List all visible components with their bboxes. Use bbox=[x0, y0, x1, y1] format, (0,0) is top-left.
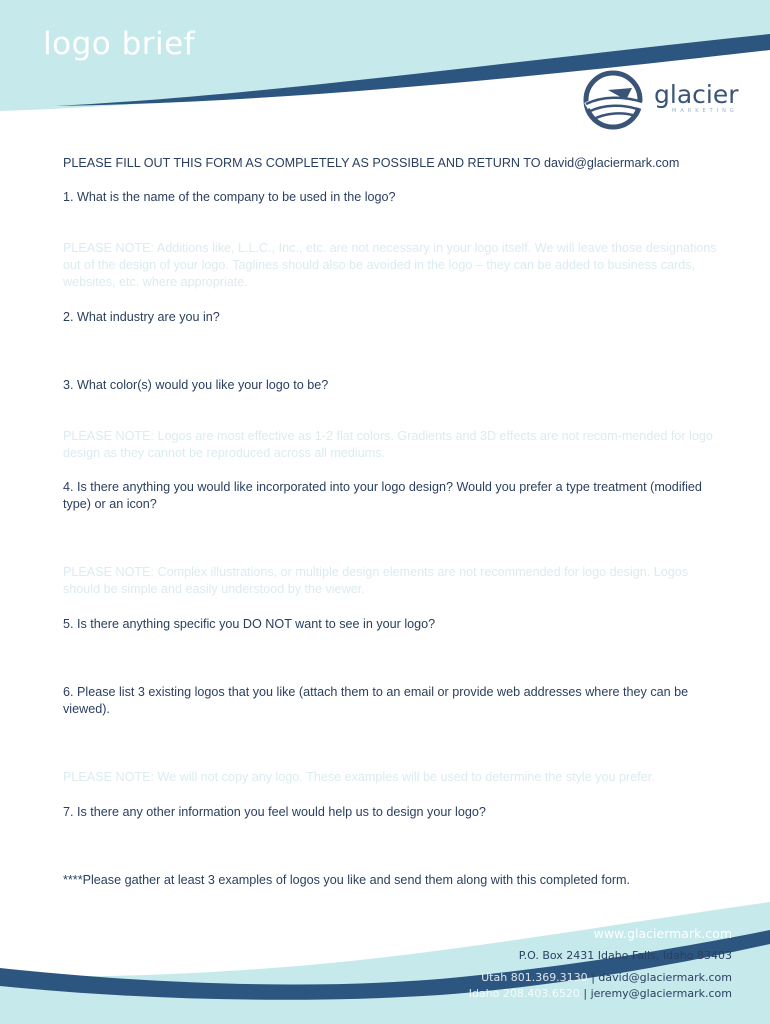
question-7: 7. Is there any other information you feel would help us to design your logo? bbox=[63, 805, 486, 819]
question-1: 1. What is the name of the company to be used in the logo? bbox=[63, 190, 396, 204]
logo-subtitle: MARKETING bbox=[672, 108, 738, 114]
footer-idaho-line bbox=[469, 987, 732, 1000]
question-3: 3. What color(s) would you like your logo to be? bbox=[63, 378, 329, 392]
question-6: 6. Please list 3 existing logos that you like (attach them to an email or provide web addresses where they can be viewed). bbox=[63, 685, 689, 716]
footer-address: P.O. Box 2431 Idaho Falls, Idaho 83403 bbox=[518, 949, 732, 962]
idaho-email[interactable]: jeremy@glaciermark.com bbox=[590, 987, 732, 1000]
page-title: logo brief bbox=[43, 26, 196, 62]
idaho-phone: Idaho 208.403.6520 bbox=[468, 987, 580, 1000]
question-4: 4. Is there anything you would like incorporated into your logo design? Would you prefer a type treatment (modified type) or an icon? bbox=[63, 480, 702, 511]
note-3: PLEASE NOTE: Logos are most effective as 1-2 flat colors. Gradients and 3D effects are not recom-mended for logo design as they cannot be reproduced across all mediums. bbox=[63, 429, 713, 460]
closing-text: ****Please gather at least 3 examples of logos you like and send them along with this completed form. bbox=[63, 873, 631, 887]
note-1: PLEASE NOTE: Additions like, L.L.C., Inc., etc. are not necessary in your logo itself. We will leave those designations out of the design of your logo. Taglines should also be avoided in the logo – they can be added to business cards, websites, etc. where appropriate. bbox=[63, 241, 717, 289]
footer-utah-line bbox=[481, 971, 732, 984]
footer-website[interactable]: www.glaciermark.com bbox=[593, 926, 732, 941]
note-6: PLEASE NOTE: We will not copy any logo. These examples will be used to determine the style you prefer. bbox=[63, 770, 655, 784]
note-4: PLEASE NOTE: Complex illustrations, or multiple design elements are not recommended for logo design. Logos should be simple and easily understood by the viewer. bbox=[63, 565, 689, 596]
glacier-logo bbox=[580, 68, 740, 138]
separator: | bbox=[591, 971, 595, 984]
logo-wordmark: glacier bbox=[654, 80, 739, 109]
glacier-mark-icon bbox=[580, 68, 650, 134]
question-2: 2. What industry are you in? bbox=[63, 310, 220, 324]
separator: | bbox=[583, 987, 588, 1000]
utah-email[interactable]: david@glaciermark.com bbox=[598, 971, 732, 984]
question-5: 5. Is there anything specific you DO NOT want to see in your logo? bbox=[63, 617, 436, 631]
utah-phone: Utah 801.369.3130 bbox=[481, 971, 588, 984]
instruction-text: PLEASE FILL OUT THIS FORM AS COMPLETELY AS POSSIBLE AND RETURN TO david@glaciermark.com bbox=[63, 156, 680, 170]
